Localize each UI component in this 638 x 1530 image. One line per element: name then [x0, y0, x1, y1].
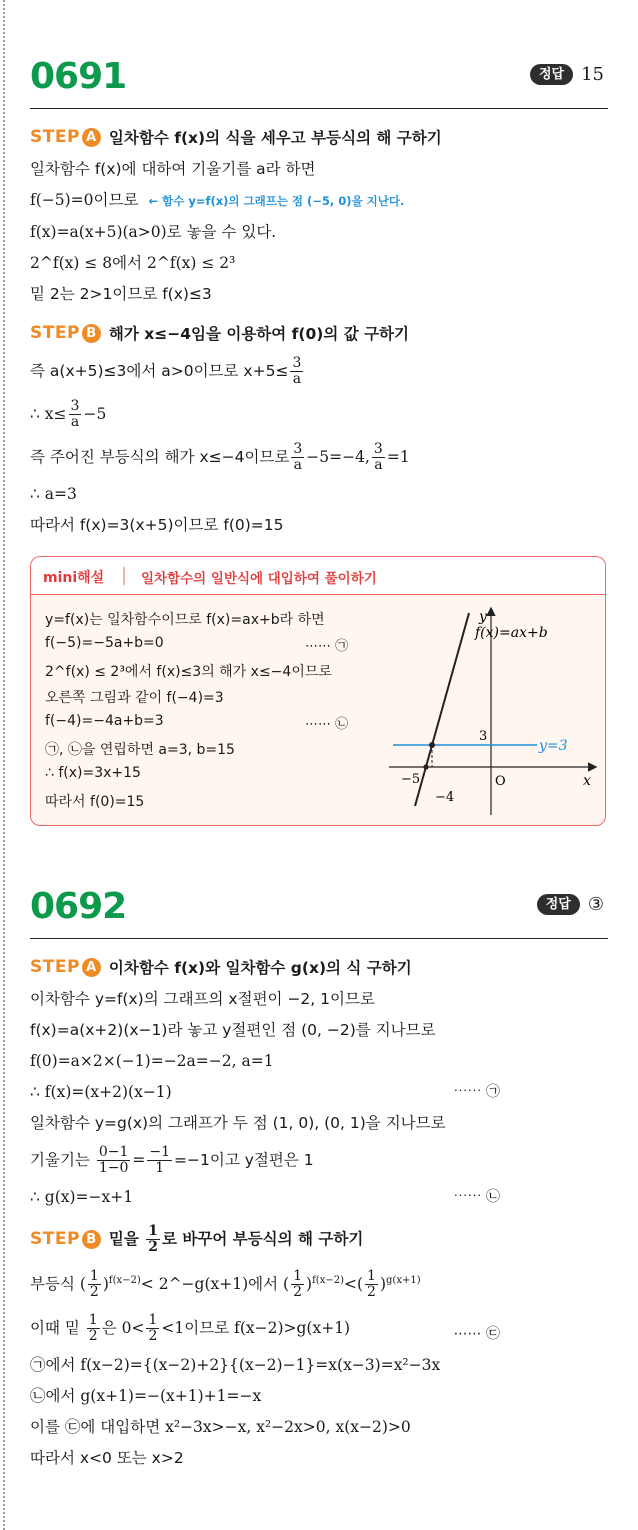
mini-line: ∴ f(x)=3x+15 — [45, 765, 141, 781]
answer-badge: 정답 — [537, 894, 580, 915]
step-label: STEP A — [30, 957, 101, 977]
fraction: $\frac{1}{2}$ — [89, 1268, 99, 1301]
solution-line: ∴ x≤ $\frac{3}{a}$ −5 — [30, 398, 107, 430]
solution-line: 일차함수 f(x)에 대하여 기울기를 a라 하면 — [30, 160, 316, 178]
step-letter: B — [82, 1230, 101, 1249]
mini-label: mini해설 — [43, 570, 105, 586]
solution-line: ㉠에서 f(x−2)={(x−2)+2}{(x−2)−1}=x(x−3)=x²−3x — [30, 1356, 441, 1375]
mini-title: 일차함수의 일반식에 대입하여 풀이하기 — [141, 571, 377, 587]
linear-function-graph — [387, 601, 597, 821]
fraction: $\frac{3}{a}$ — [292, 355, 302, 387]
fraction: $\frac{3}{a}$ — [373, 441, 383, 473]
fraction: $\frac{3}{a}$ — [293, 441, 303, 473]
solution-line: f(x)=a(x+5)(a>0)로 놓을 수 있다. — [30, 223, 277, 241]
fraction: $\frac{3}{a}$ — [70, 398, 80, 430]
mini-line: 2^f(x) ≤ 2³에서 f(x)≤3의 해가 x≤−4이므로 — [45, 664, 332, 680]
problem-0691 — [30, 46, 608, 536]
f-line — [415, 613, 469, 806]
step-title: 일차함수 f(x)의 식을 세우고 부등식의 해 구하기 — [108, 129, 442, 147]
answer-value: ③ — [587, 894, 604, 915]
fraction: $\frac{0-1}{1-0}$ — [98, 1144, 129, 1176]
fraction: $\frac{-1}{1}$ — [149, 1144, 171, 1176]
fraction: $\frac{1}{2}$ — [148, 1222, 159, 1255]
solution-line: ㉡에서 g(x+1)=−(x+1)+1=−x — [30, 1387, 262, 1406]
solution-line: 부등식 ( $\frac{1}{2}$ )$^{f(x-2)}$< 2^−g(x+1)에서 ( $\frac{1}{2}$ )$^{f(x-2)}$<( $\frac{1}{2}$ )$^{g(x+1)}$ — [30, 1268, 421, 1301]
equation-mark: ⋯⋯ ㉠ — [453, 1084, 500, 1100]
step-a-heading — [30, 125, 608, 149]
page-margin-line — [3, 0, 5, 1530]
annotation-note: ← 함수 y=f(x)의 그래프는 점 (−5, 0)을 지난다. — [148, 194, 405, 208]
solution-line: f(x)=a(x+2)(x−1)라 놓고 y절편인 점 (0, −2)를 지나므로 — [30, 1021, 436, 1039]
y-axis-label: y — [479, 609, 487, 625]
mini-line: ㉠, ㉡을 연립하면 a=3, b=15 — [45, 742, 235, 758]
solution-line: 밑 2는 2>1이므로 f(x)≤3 — [30, 285, 212, 303]
step-label: STEP A — [30, 127, 101, 147]
equation-mark: ⋯⋯ ㉢ — [453, 1326, 500, 1343]
step-letter: B — [82, 324, 101, 343]
solution-line: 이때 밑 $\frac{1}{2}$ 은 0< $\frac{1}{2}$ <1이므로 f(x−2)>g(x+1) ⋯⋯ ㉢ — [30, 1311, 608, 1345]
step-b-heading — [30, 321, 608, 345]
step-letter: A — [82, 958, 101, 977]
divider — [123, 567, 125, 585]
mini-line: f(−4)=−4a+b=3 — [45, 713, 164, 729]
answer-area — [530, 64, 604, 85]
mini-line: 따라서 f(0)=15 — [45, 794, 145, 810]
tick-label-3: 3 — [479, 729, 488, 744]
answer-value: 15 — [581, 64, 604, 85]
answer-badge: 정답 — [530, 64, 573, 85]
answer-area — [537, 894, 604, 915]
tick-label-minus4: −4 — [435, 790, 455, 805]
solution-line: 즉 주어진 부등식의 해가 x≤−4이므로 $\frac{3}{a}$ −5=−4, $\frac{3}{a}$ =1 — [30, 441, 410, 473]
solution-line: f(0)=a×2×(−1)=−2a=−2, a=1 — [30, 1052, 274, 1070]
solution-line: ∴ g(x)=−x+1 ⋯⋯ ㉡ — [30, 1188, 500, 1206]
mini-explanation-header — [30, 556, 606, 595]
equation-mark: ⋯⋯ ㉡ — [453, 1189, 500, 1205]
tick-label-minus5: −5 — [401, 772, 421, 787]
step-letter: A — [82, 128, 101, 147]
mini-line: f(−5)=−5a+b=0 — [45, 635, 164, 651]
fraction: $\frac{1}{2}$ — [367, 1268, 376, 1301]
solution-line: 기울기는 $\frac{0-1}{1-0}$ = $\frac{-1}{1}$ =−1이고 y절편은 1 — [30, 1144, 314, 1176]
problem-number: 0692 — [30, 886, 127, 927]
mini-line: y=f(x)는 일차함수이므로 f(x)=ax+b라 하면 — [45, 612, 325, 628]
solution-line: ∴ f(x)=(x+2)(x−1) ⋯⋯ ㉠ — [30, 1083, 500, 1101]
step-title: 이차함수 f(x)와 일차함수 g(x)의 식 구하기 — [108, 959, 412, 977]
step-b-heading — [30, 1224, 608, 1254]
solution-line: f(−5)=0이므로 ← 함수 y=f(x)의 그래프는 점 (−5, 0)을 지난다. — [30, 191, 405, 209]
step-title: 해가 x≤−4임을 이용하여 f(0)의 값 구하기 — [108, 325, 410, 343]
problem-header — [30, 876, 608, 939]
function-label: f(x)=ax+b — [475, 625, 548, 641]
x-axis-label: x — [583, 773, 591, 789]
solution-line: 즉 a(x+5)≤3에서 a>0이므로 x+5≤ $\frac{3}{a}$ — [30, 355, 302, 387]
solution-line: 이차함수 y=f(x)의 그래프의 x절편이 −2, 1이므로 — [30, 990, 375, 1008]
mini-explanation-box — [30, 594, 606, 826]
fraction: $\frac{1}{2}$ — [148, 1312, 158, 1345]
solution-line: 이를 ㉢에 대입하면 x²−3x>−x, x²−2x>0, x(x−2)>0 — [30, 1418, 411, 1437]
line-label: y=3 — [539, 738, 568, 754]
intersection-point — [429, 742, 435, 748]
x-intercept-point — [423, 764, 428, 769]
problem-0692 — [30, 876, 608, 1469]
fraction: $\frac{1}{2}$ — [88, 1312, 98, 1345]
equation-mark: ⋯⋯ ㉡ — [305, 717, 349, 732]
fraction: $\frac{1}{2}$ — [293, 1268, 303, 1301]
solution-line: 따라서 f(x)=3(x+5)이므로 f(0)=15 — [30, 516, 284, 534]
solution-line: 따라서 x<0 또는 x>2 — [30, 1449, 184, 1468]
solution-line: 2^f(x) ≤ 8에서 2^f(x) ≤ 2³ — [30, 254, 236, 272]
equation-mark: ⋯⋯ ㉠ — [305, 639, 349, 654]
step-a-heading — [30, 955, 608, 979]
step-label: STEP B — [30, 1229, 101, 1249]
problem-header — [30, 46, 608, 109]
step-label: STEP B — [30, 323, 101, 343]
mini-line: 오른쪽 그림과 같이 f(−4)=3 — [45, 690, 224, 706]
solution-line: 일차함수 y=g(x)의 그래프가 두 점 (1, 0), (0, 1)을 지나므로 — [30, 1114, 446, 1132]
solution-line: ∴ a=3 — [30, 485, 77, 503]
step-title: 밑을 $\frac{1}{2}$ 로 바꾸어 부등식의 해 구하기 — [108, 1222, 364, 1255]
problem-number: 0691 — [30, 56, 127, 97]
origin-label: O — [495, 774, 506, 789]
